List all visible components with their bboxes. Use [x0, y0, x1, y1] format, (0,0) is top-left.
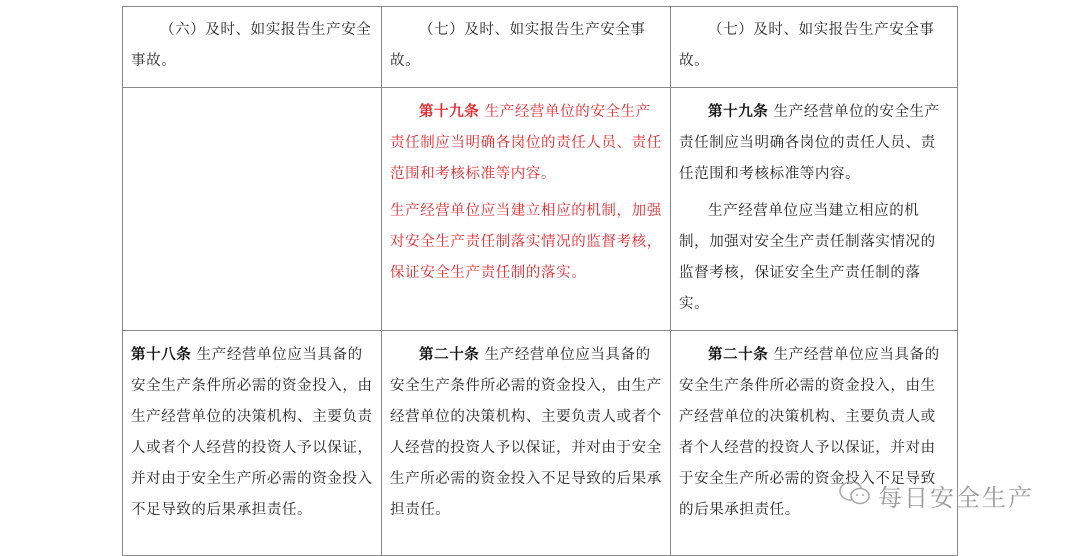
article-number: 第二十条 [708, 346, 769, 363]
paragraph-text: 生产经营单位应当具备的安全生产条件所必需的资金投入，由生产经营单位的决策机构、主要负责人或者个人经营的投资人予以保证，并对由于安全生产所必需的资金投入不足导致的后果承担责任。 [131, 347, 373, 518]
table-row [123, 88, 958, 331]
law-comparison-table [122, 6, 958, 556]
paragraph [390, 96, 662, 190]
paragraph-text: 生产经营单位应当建立相应的机制，加强对安全生产责任制落实情况的监督考核，保证安全生产责任制的落实。 [679, 203, 936, 312]
cell-r1-c2 [671, 88, 958, 331]
paragraph-text: 生产经营单位应当具备的安全生产条件所必需的资金投入，由生产经营单位的决策机构、主要负责人或者个人经营的投资人予以保证，并对由于安全生产所必需的资金投入不足导致的后果承担责任。 [679, 347, 940, 518]
paragraph-text: 生产经营单位的安全生产责任制应当明确各岗位的责任人员、责任范围和考核标准等内容。 [390, 104, 662, 182]
watermark-text: 每日安全生产 [878, 484, 1034, 512]
cell-r2-c1 [382, 331, 671, 556]
paragraph [679, 196, 949, 320]
cell-r1-c1 [382, 88, 671, 331]
paragraph-text: （六）及时、如实报告生产安全事故。 [131, 22, 372, 69]
paragraph [390, 339, 662, 526]
article-number: 第二十条 [419, 346, 480, 363]
article-number: 第十八条 [131, 346, 192, 363]
paragraph-text: 生产经营单位应当具备的安全生产条件所必需的资金投入，由生产经营单位的决策机构、主要负责人或者个人经营的投资人予以保证，并对由于安全生产所必需的资金投入不足导致的后果承担责任。 [390, 347, 662, 518]
wechat-icon [838, 479, 872, 513]
cell-r2-c0 [123, 331, 382, 556]
paragraph [131, 339, 373, 526]
cell-r0-c2 [671, 7, 958, 88]
paragraph [679, 15, 949, 77]
cell-r1-c0 [123, 88, 382, 331]
paragraph [679, 96, 949, 190]
paragraph-text: （七）及时、如实报告生产安全事故。 [679, 22, 935, 69]
cell-r0-c1 [382, 7, 671, 88]
table-row [123, 331, 958, 556]
cell-r2-c2 [671, 331, 958, 556]
article-number: 第十九条 [419, 103, 480, 120]
paragraph [390, 196, 662, 289]
paragraph [390, 15, 662, 77]
article-number: 第十九条 [708, 103, 769, 120]
paragraph-text: 生产经营单位应当建立相应的机制，加强对安全生产责任制落实情况的监督考核，保证安全生产责任制的落实。 [390, 203, 662, 281]
table-row [123, 7, 958, 88]
cell-r0-c0 [123, 7, 382, 88]
paragraph [131, 15, 373, 77]
paragraph-text: 生产经营单位的安全生产责任制应当明确各岗位的责任人员、责任范围和考核标准等内容。 [679, 104, 940, 182]
watermark [838, 478, 1034, 513]
paragraph-text: （七）及时、如实报告生产安全事故。 [390, 22, 646, 69]
